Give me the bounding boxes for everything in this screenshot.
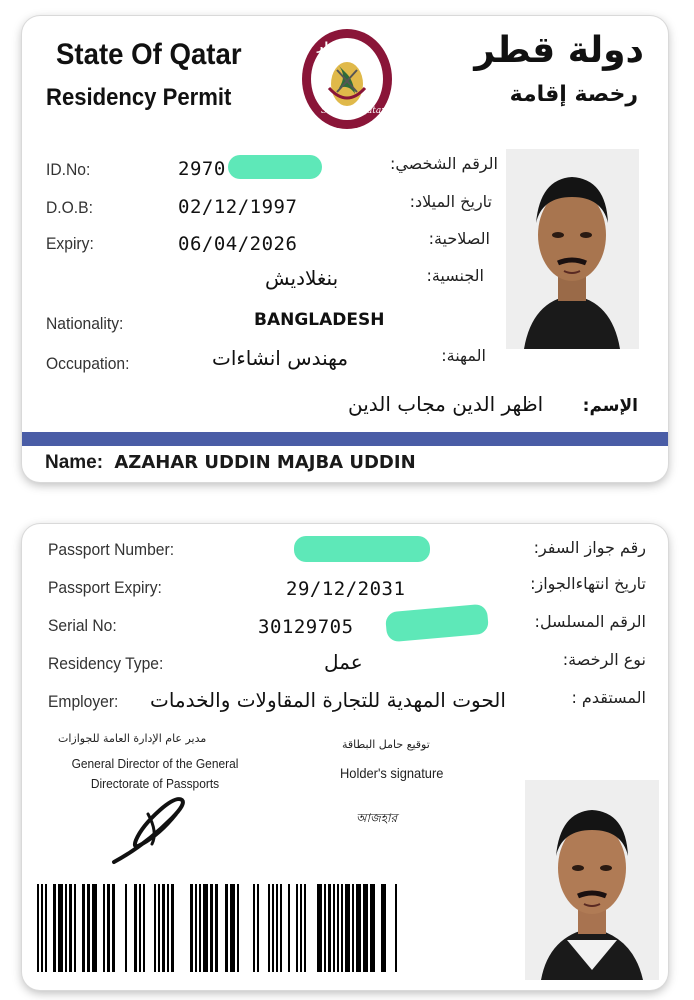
- passport-expiry-value: 29/12/2031: [286, 578, 406, 600]
- name-value: AZAHAR UDDIN MAJBA UDDIN: [114, 452, 416, 473]
- id-value: 2970: [178, 158, 226, 180]
- card-title-en: State Of Qatar: [56, 38, 242, 71]
- expiry-value: 06/04/2026: [178, 233, 298, 255]
- serial-label-ar: الرقم المسلسل:: [534, 612, 646, 631]
- director-signature-icon: [108, 794, 198, 868]
- name-value-ar: اظهر الدين مجاب الدين: [348, 392, 544, 416]
- id-label-ar: الرقم الشخصي:: [389, 154, 498, 173]
- card-title-ar: دولة قطر: [474, 30, 644, 71]
- passport-expiry-label-ar: تاريخ انتهاءالجواز:: [530, 574, 646, 593]
- serial-redaction: [385, 604, 489, 643]
- qatar-emblem-icon: [299, 26, 395, 132]
- holder-photo-back: [525, 780, 659, 980]
- card-subtitle-ar: رخصة إقامة: [509, 82, 638, 107]
- holder-signature-ar: توقيع حامل البطاقة: [342, 738, 430, 751]
- nationality-label: Nationality:: [46, 314, 124, 333]
- card-subtitle-en: Residency Permit: [46, 84, 232, 111]
- residency-type-value-ar: عمل: [324, 650, 363, 674]
- nationality-value-ar: بنغلاديش: [265, 266, 339, 290]
- barcode-icon: [37, 884, 407, 972]
- name-line: [45, 452, 416, 474]
- residency-type-label: Residency Type:: [48, 654, 164, 673]
- expiry-label-ar: الصلاحية:: [428, 229, 490, 248]
- residency-permit-front: [22, 16, 668, 482]
- director-en-1: General Director of the General: [71, 756, 239, 771]
- director-en-2: Directorate of Passports: [90, 776, 220, 791]
- passport-number-redaction: [294, 536, 430, 562]
- passport-number-label-ar: رقم جواز السفر:: [533, 538, 646, 557]
- holder-signature: আজহার: [356, 811, 398, 825]
- card-stripe: [22, 432, 668, 446]
- dob-value: 02/12/1997: [178, 196, 298, 218]
- serial-value: 30129705: [258, 616, 354, 638]
- holder-signature-en: Holder's signature: [340, 765, 444, 781]
- employer-value-ar: الحوت المهدية للتجارة المقاولات والخدمات: [150, 688, 506, 712]
- holder-photo: [506, 149, 639, 349]
- occupation-label-ar: المهنة:: [441, 346, 486, 365]
- director-ar: مدير عام الإدارة العامة للجوازات: [58, 732, 207, 745]
- emblem-text-ar: دولة قطر: [317, 40, 369, 53]
- occupation-value-ar: مهندس انشاءات: [212, 346, 349, 370]
- employer-label: Employer:: [48, 692, 119, 711]
- occupation-label: Occupation:: [46, 354, 130, 373]
- dob-label-ar: تاريخ الميلاد:: [409, 192, 492, 211]
- passport-number-label: Passport Number:: [48, 540, 175, 559]
- name-label-ar: الإسم:: [582, 396, 638, 416]
- serial-label: Serial No:: [48, 616, 117, 635]
- id-redaction: [228, 155, 322, 179]
- employer-label-ar: المستقدم :: [571, 688, 646, 707]
- passport-expiry-label: Passport Expiry:: [48, 578, 162, 597]
- residency-type-label-ar: نوع الرخصة:: [562, 650, 646, 669]
- residency-permit-back: [22, 524, 668, 990]
- emblem-text-en: State of Qatar: [321, 106, 386, 116]
- id-label: ID.No:: [46, 160, 91, 179]
- expiry-label: Expiry:: [46, 234, 94, 253]
- dob-label: D.O.B:: [46, 198, 93, 217]
- nationality-label-ar: الجنسية:: [426, 266, 484, 285]
- nationality-value: BANGLADESH: [254, 310, 385, 330]
- name-label: Name:: [45, 452, 104, 473]
